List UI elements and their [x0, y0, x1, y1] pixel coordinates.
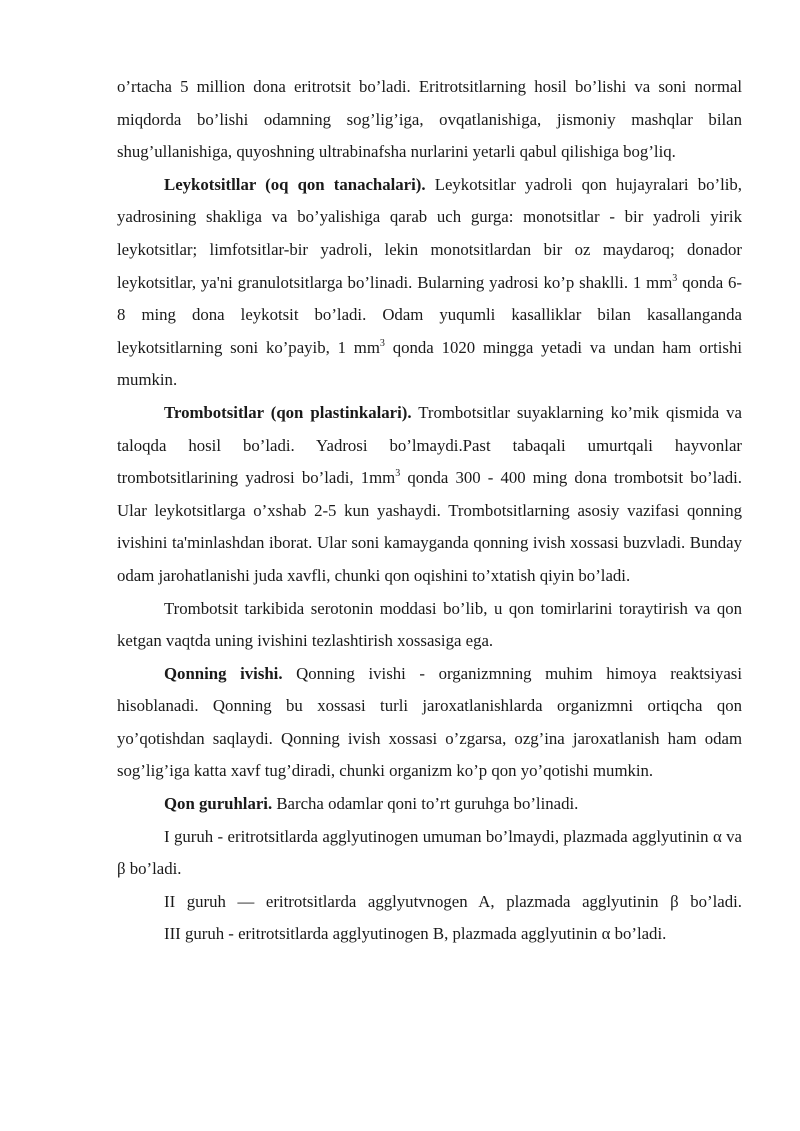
paragraph-thrombocytes	[117, 397, 742, 593]
text-run: II guruh — eritrotsitlarda agglyutvnogen A, plazmada agglyutinin β bo’ladi.	[164, 891, 742, 911]
section-heading: Trombotsitlar (qon plastinkalari).	[164, 402, 412, 422]
section-heading: Qonning ivishi.	[164, 663, 283, 683]
text-run: III guruh - eritrotsitlarda agglyutinogen B, plazmada agglyutinin α bo’ladi.	[164, 924, 667, 944]
text-run: o’rtacha 5 million dona eritrotsit bo’ladi. Eritrotsitlarning hosil bo’lishi va soni normal miqdorda bo’lishi odamning sog’lig’iga, ovqatlanishiga, jismoniy mashqlar bilan shug’ullanishiga, quyoshning ultrabinafsha nurlarini yetarli qabul qilishiga bog’liq.	[117, 77, 742, 162]
superscript: 3	[395, 468, 401, 480]
superscript: 3	[672, 272, 678, 284]
text-run: Qonning ivishi - organizmning muhim himoya reaktsiyasi hisoblanadi. Qonning bu xossasi turli jaroxatlanishlarda organizmni ortiqcha qon yo’qotishdan saqlaydi. Qonning ivish xossasi o’zgarsa, ozg’ina jaroxatlanish ham odam sog’lig’iga katta xavf tug’diradi, chunki organizm ko’p qon yo’qotishi mumkin.	[117, 663, 742, 781]
text-run: Leykotsitlar yadroli qon hujayralari bo’lib, yadrosining shakliga va bo’yalishiga qarab uch gurga: monotsitlar - bir yadroli yirik leykotsitlar; limfotsitlar-bir yadroli, lekin monotsitlardan bir oz maydaroq; donador leykotsitlar, ya'ni granulotsitlarga bo’linadi. Bularning yadrosi ko’p shaklli. 1 mm	[117, 174, 742, 292]
paragraph-erythrocyte-end	[117, 71, 742, 169]
superscript: 3	[379, 337, 385, 349]
paragraph-group-2	[117, 886, 742, 919]
section-heading: Leykotsitllar (oq qon tanachalari).	[164, 174, 426, 194]
text-run: Barcha odamlar qoni to’rt guruhga bo’linadi.	[272, 794, 579, 814]
text-run: Trombotsitlar suyaklarning ko’mik qismida va taloqda hosil bo’ladi. Yadrosi bo’lmaydi.Past tabaqali umurtqali hayvonlar trombotsitlarining yadrosi bo’ladi, 1mm	[117, 402, 742, 488]
section-heading: Qon guruhlari.	[164, 794, 273, 814]
paragraph-group-1	[117, 821, 742, 886]
paragraph-group-3	[117, 918, 742, 951]
document-page	[117, 71, 742, 951]
text-run: qonda 300 - 400 ming dona trombotsit bo’ladi. Ular leykotsitlarga o’xshab 2-5 kun yashaydi. Trombotsitlarning asosiy vazifasi qonning ivishini ta'minlashdan iborat. Ular soni kamayganda qonning ivish xossasi buzvladi. Bunday odam jarohatlanishi juda xavfli, chunki qon oqishini to’xtatish qiyin bo’ladi.	[117, 468, 742, 585]
text-run: qonda 1020 mingga yetadi va undan ham ortishi mumkin.	[117, 337, 742, 390]
paragraph-serotonin	[117, 593, 742, 658]
paragraph-leukocytes	[117, 169, 742, 397]
paragraph-blood-groups	[117, 788, 742, 821]
text-run: Trombotsit tarkibida serotonin moddasi bo’lib, u qon tomirlarini toraytirish va qon ketgan vaqtda uning ivishini tezlashtirish xossasiga ega.	[117, 598, 742, 651]
text-run: qonda 6-8 ming dona leykotsit bo’ladi. Odam yuqumli kasalliklar bilan kasallanganda leykotsitlarning soni ko’payib, 1 mm	[117, 272, 742, 357]
text-run: I guruh - eritrotsitlarda agglyutinogen umuman bo’lmaydi, plazmada agglyutinin α va β bo’ladi.	[117, 826, 742, 879]
paragraph-coagulation	[117, 658, 742, 788]
